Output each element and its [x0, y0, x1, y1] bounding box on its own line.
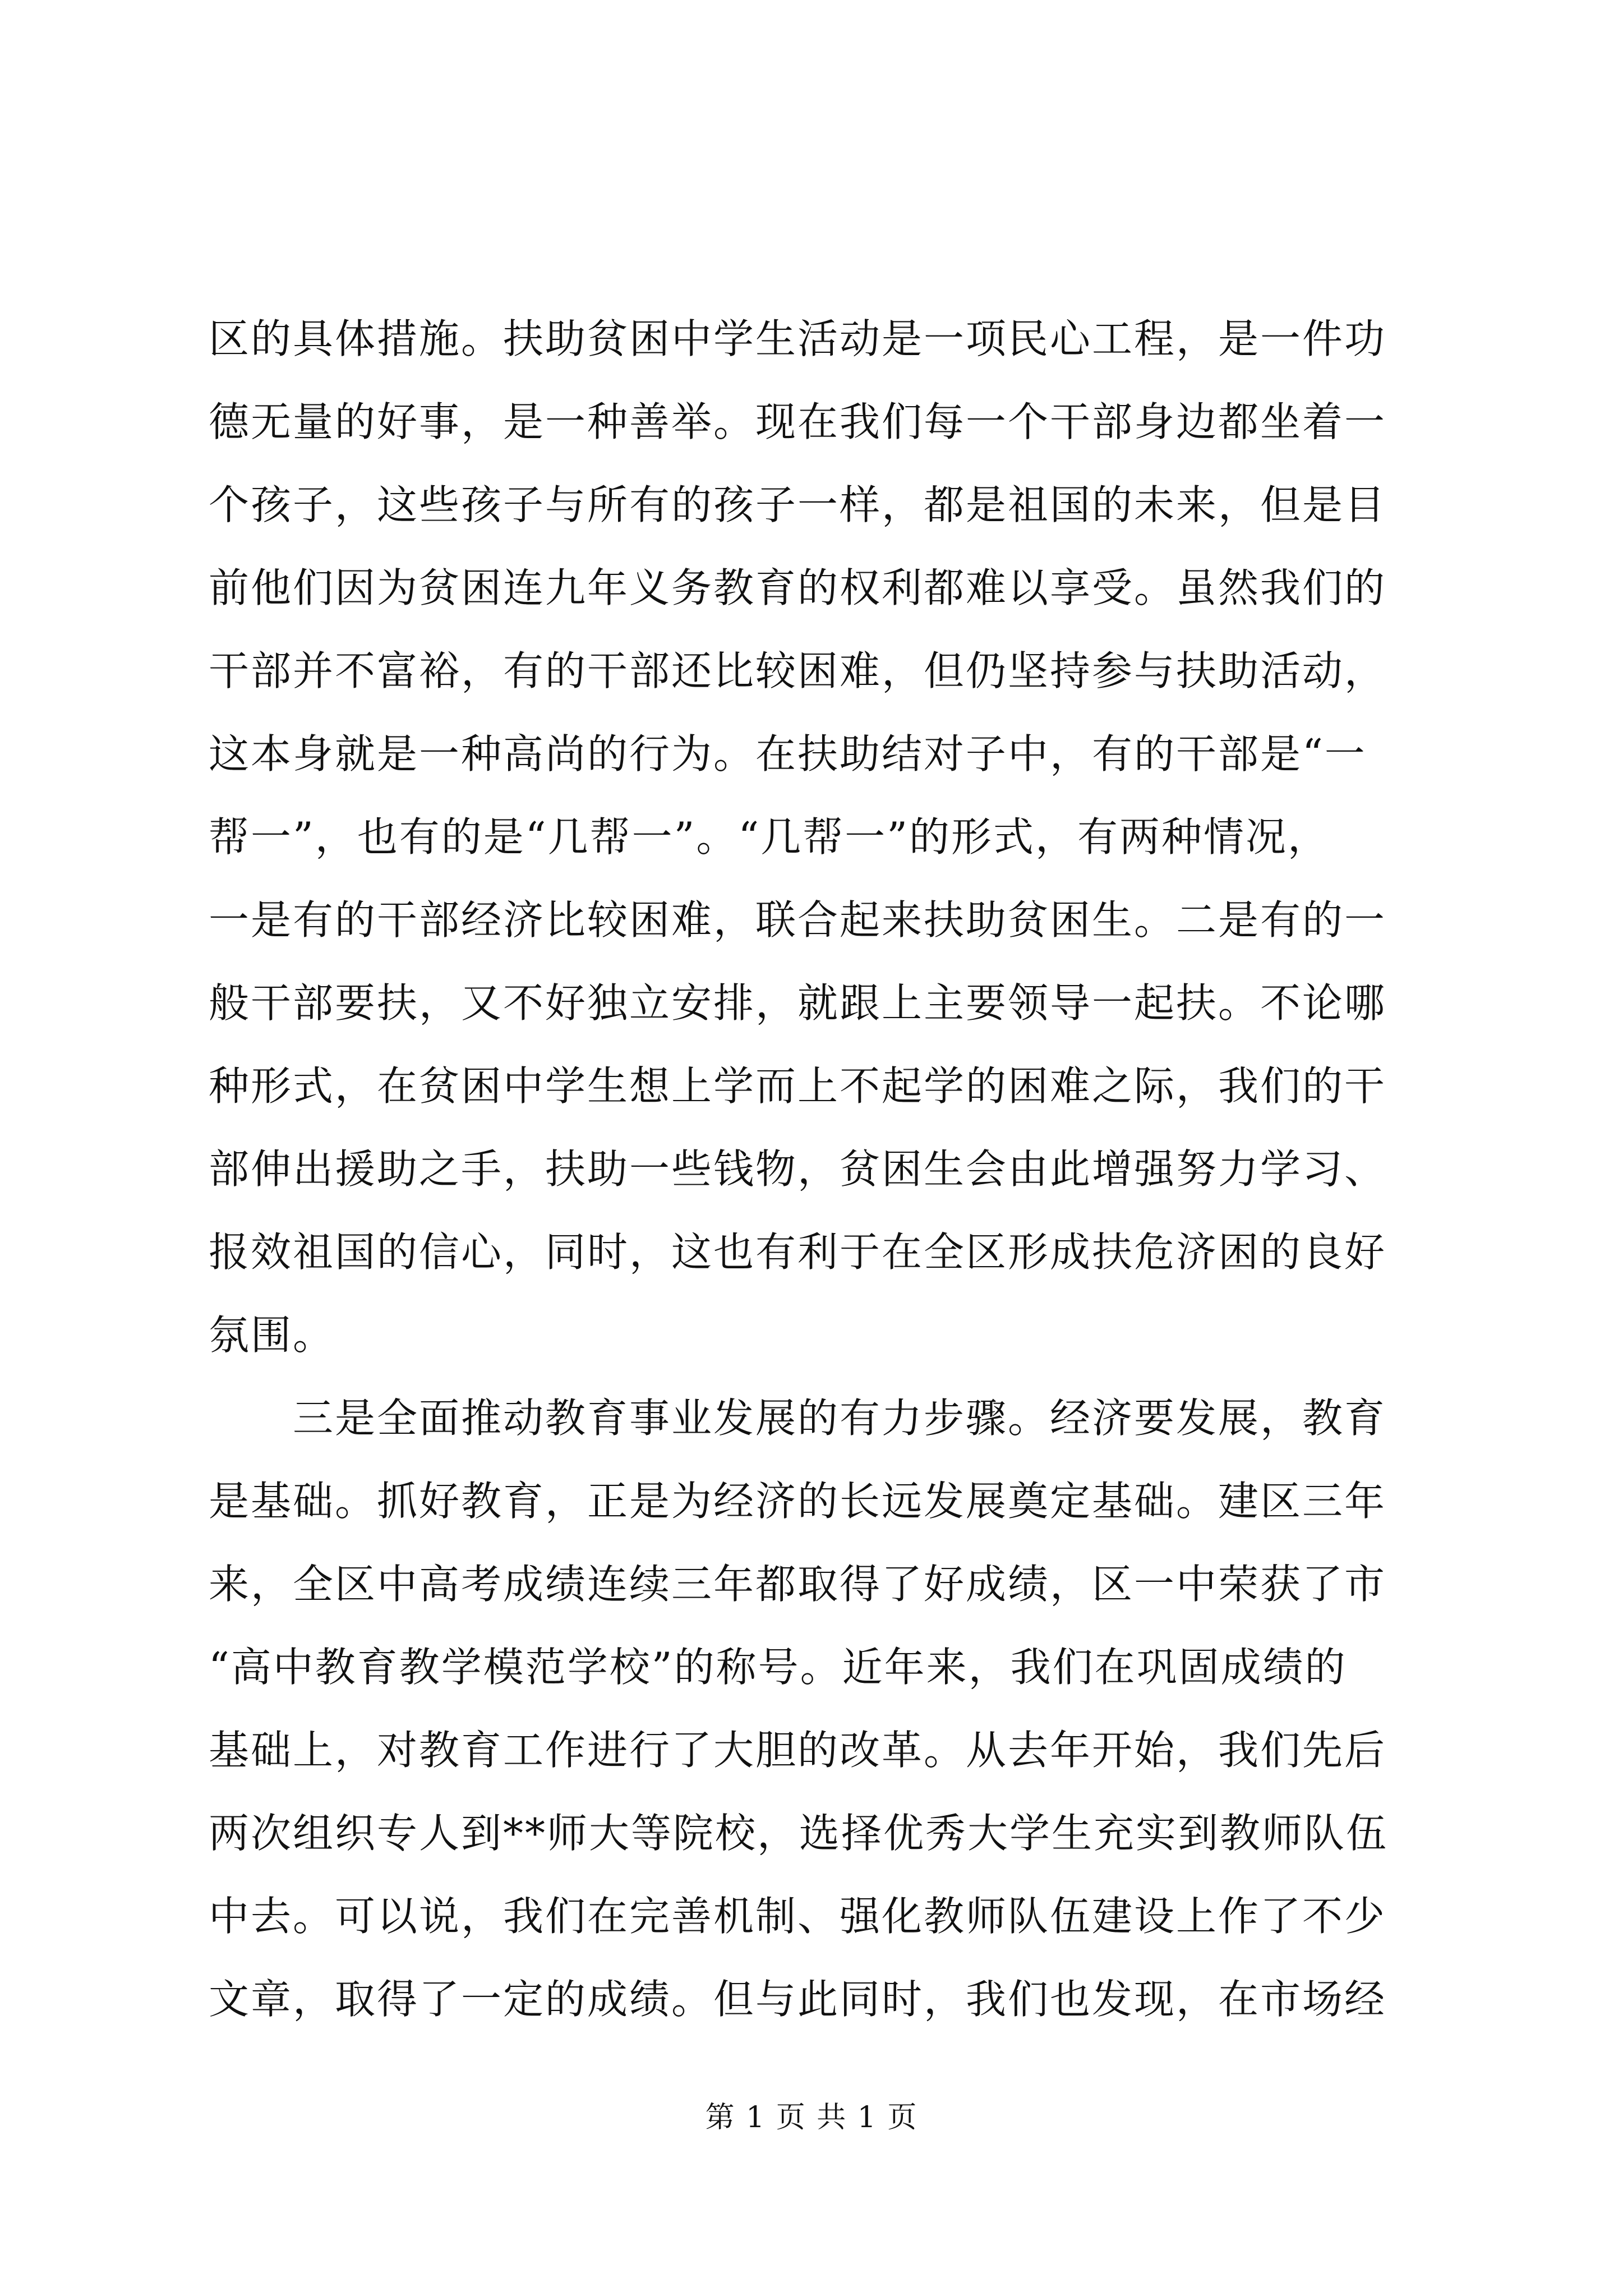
text-line: “高中教育教学模范学校”的称号。近年来，我们在巩固成绩的: [209, 1644, 1347, 1691]
text-line: 种形式，在贫困中学生想上学而上不起学的困难之际，我们的干: [209, 1062, 1387, 1110]
text-line: 氛围。: [209, 1312, 335, 1359]
text-line: 部伸出援助之手，扶助一些钱物，贫困生会由此增强努力学习、: [209, 1145, 1387, 1193]
text-line: 中去。可以说，我们在完善机制、强化教师队伍建设上作了不少: [209, 1893, 1387, 1940]
paragraph-start-line: 三是全面推动教育事业发展的有力步骤。经济要发展，教育: [293, 1395, 1387, 1442]
text-line: 干部并不富裕，有的干部还比较困难，但仍坚持参与扶助活动，: [209, 647, 1387, 694]
text-line: 两次组织专人到**师大等院校，选择优秀大学生充实到教师队伍: [209, 1810, 1389, 1857]
text-line: 前他们因为贫困连九年义务教育的权利都难以享受。虽然我们的: [209, 564, 1387, 611]
page-footer: [0, 2098, 1623, 2137]
text-line: 来，全区中高考成绩连续三年都取得了好成绩，区一中荣获了市: [209, 1561, 1387, 1608]
text-line: 区的具体措施。扶助贫困中学生活动是一项民心工程，是一件功: [209, 315, 1387, 362]
text-line: 帮一”，也有的是“几帮一”。“几帮一”的形式，有两种情况，: [209, 813, 1330, 861]
text-line: 这本身就是一种高尚的行为。在扶助结对子中，有的干部是“一: [209, 730, 1367, 777]
text-line: 个孩子，这些孩子与所有的孩子一样，都是祖国的未来，但是目: [209, 481, 1387, 528]
text-line: 文章，取得了一定的成绩。但与此同时，我们也发现，在市场经: [209, 1976, 1387, 2023]
text-line: 德无量的好事，是一种善举。现在我们每一个干部身边都坐着一: [209, 398, 1387, 445]
text-line: 般干部要扶，又不好独立安排，就跟上主要领导一起扶。不论哪: [209, 979, 1387, 1027]
body-text: [209, 297, 1414, 2041]
text-line: 基础上，对教育工作进行了大胆的改革。从去年开始，我们先后: [209, 1727, 1387, 1774]
text-line: 是基础。抓好教育，正是为经济的长远发展奠定基础。建区三年: [209, 1478, 1387, 1525]
page-number: 第 1 页 共 1 页: [705, 2101, 918, 2134]
text-line: 报效祖国的信心，同时，这也有利于在全区形成扶危济困的良好: [209, 1228, 1387, 1276]
text-line: 一是有的干部经济比较困难，联合起来扶助贫困生。二是有的一: [209, 896, 1387, 944]
